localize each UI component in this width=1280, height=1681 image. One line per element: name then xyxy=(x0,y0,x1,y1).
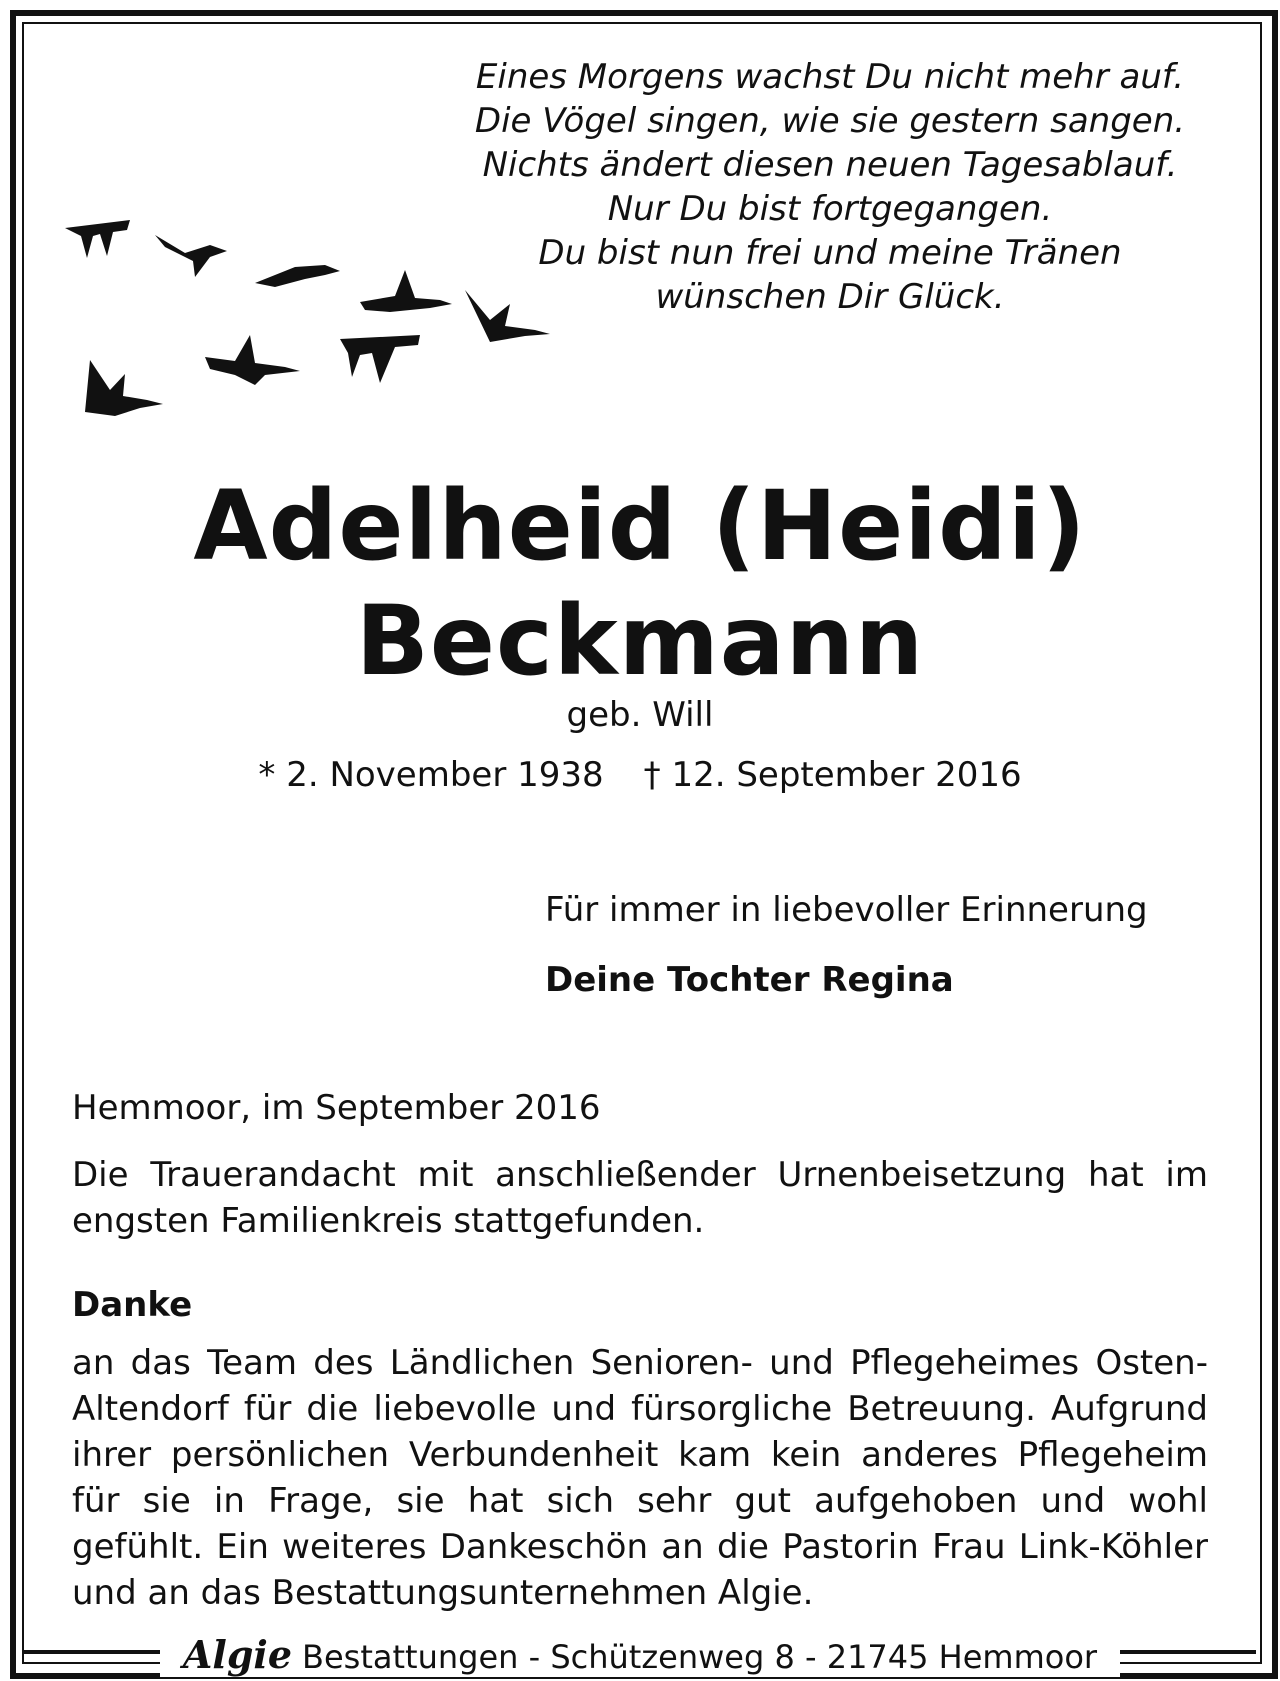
thanks-text: an das Team des Ländlichen Senioren- und Pflegeheimes Osten-Altendorf für die liebevolle und fürsorgliche Betreuung. Aufgrund ihrer persönlichen Verbundenheit kam kein anderes Pflegeheim für sie in Frage, sie hat sich sehr gut aufgehoben und wohl gefühlt. Ein weiteres Dankeschön an die Pastorin Frau Link-Köhler und an das Bestattungsunternehmen Algie. xyxy=(72,1343,1208,1613)
bird-icon xyxy=(155,235,227,277)
bird-icon xyxy=(255,265,340,287)
thanks-heading: Danke xyxy=(72,1285,193,1325)
poem-line: Die Vögel singen, wie sie gestern sangen. xyxy=(474,101,1186,141)
death-date: † 12. September 2016 xyxy=(643,755,1022,795)
deceased-name-first: Adelheid (Heidi) xyxy=(193,470,1087,582)
place-date: Hemmoor, im September 2016 xyxy=(72,1088,601,1128)
bird-icon xyxy=(65,220,130,258)
funeral-home-logo: Algie xyxy=(182,1632,293,1677)
born-name: geb. Will xyxy=(566,695,714,735)
footer xyxy=(0,1632,1280,1678)
poem-line: Nichts ändert diesen neuen Tagesablauf. xyxy=(482,145,1178,185)
bird-icon xyxy=(85,360,163,416)
bird-icon xyxy=(340,335,420,383)
poem-line: Eines Morgens wachst Du nicht mehr auf. xyxy=(475,57,1185,97)
footer-address: Bestattungen - Schützenweg 8 - 21745 Hemmoor xyxy=(302,1638,1098,1676)
poem-line: Nur Du bist fortgegangen. xyxy=(607,189,1053,229)
bird-icon xyxy=(465,290,550,342)
life-dates xyxy=(0,755,1280,795)
birth-date: * 2. November 1938 xyxy=(258,755,604,795)
deceased-name-last: Beckmann xyxy=(355,585,925,697)
remembrance-text: Für immer in liebevoller Erinnerung xyxy=(545,890,1148,930)
poem-line: wünschen Dir Glück. xyxy=(655,277,1005,317)
poem-line: Du bist nun frei und meine Tränen xyxy=(538,233,1122,273)
bird-icon xyxy=(360,270,452,312)
footer-content xyxy=(160,1632,1120,1677)
bird-icon xyxy=(205,335,300,385)
flying-birds-flock-icon xyxy=(55,210,605,450)
signature: Deine Tochter Regina xyxy=(545,960,954,1000)
service-notice: Die Trauerandacht mit anschließender Urnenbeisetzung hat im engsten Familienkreis stattgefunden. xyxy=(72,1155,1208,1241)
